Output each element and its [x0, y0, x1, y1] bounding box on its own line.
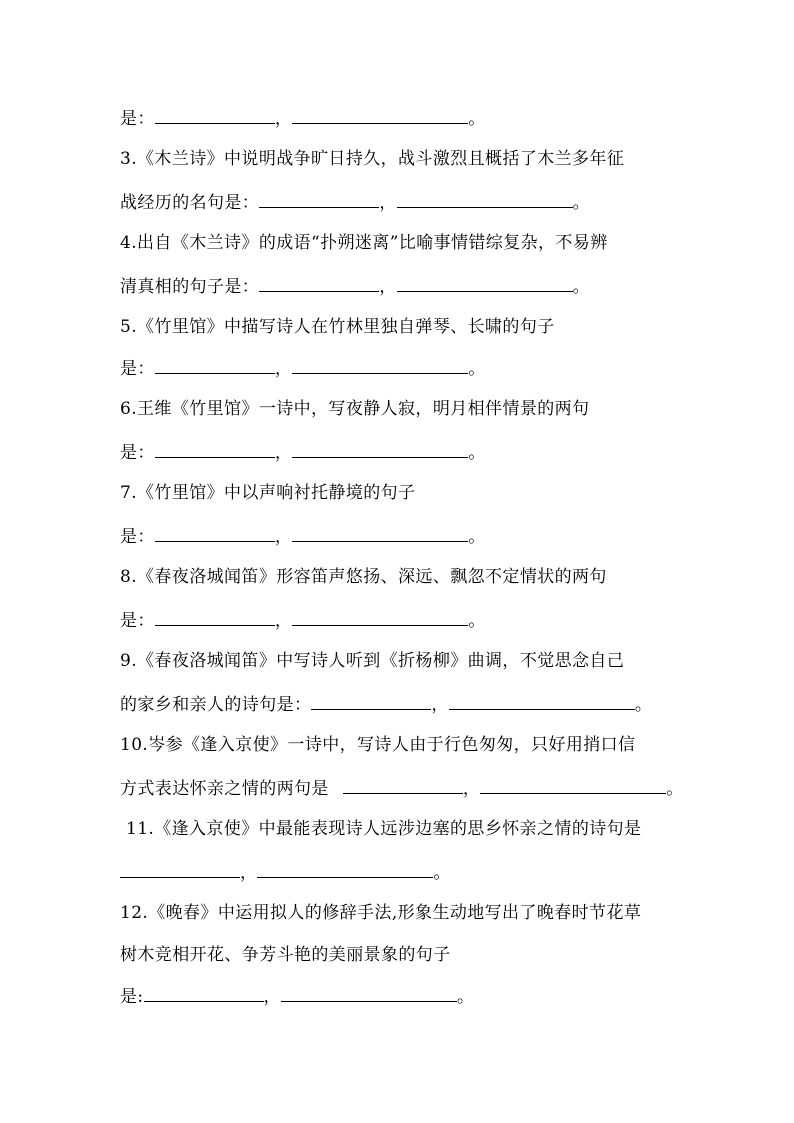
q9-sep: ， [431, 695, 449, 715]
q7-blank-1[interactable] [155, 524, 275, 542]
q11-answer-line [120, 860, 451, 884]
q3-sep: ， [379, 193, 397, 213]
q5-answer-line [120, 356, 486, 380]
q3-end: 。 [572, 193, 591, 213]
q4-blank-1[interactable] [259, 274, 379, 292]
q9-end: 。 [634, 695, 653, 715]
q10-sep: ， [462, 779, 481, 799]
q5-text: 5.《竹里馆》中描写诗人在竹林里独自弹琴、长啸的句子 [120, 317, 555, 337]
q9-text: 9.《春夜洛城闻笛》中写诗人听到《折杨柳》曲调，不觉思念自己 [120, 651, 625, 671]
q10-blank-1[interactable] [343, 776, 463, 794]
q5-prefix: 是： [120, 359, 155, 379]
q11-blank-2[interactable] [257, 860, 433, 878]
q11-text: 11.《逢入京使》中最能表现诗人远涉边塞的思乡怀亲之情的诗句是 [126, 819, 642, 839]
q6-blank-2[interactable] [292, 440, 468, 458]
q12-prefix: 是: [120, 987, 144, 1007]
q10-answer-line [120, 776, 684, 800]
q8-answer-line [120, 608, 486, 632]
q6-prefix: 是： [120, 443, 155, 463]
q6-sep: ， [274, 443, 293, 463]
q7-end: 。 [468, 527, 486, 547]
q5-end: 。 [468, 359, 486, 379]
q3-prefix: 战经历的名句是： [120, 193, 260, 213]
q10-end: 。 [666, 779, 684, 799]
q12-text-1: 12.《晚春》中运用拟人的修辞手法,形象生动地写出了晚春时节花草 [120, 903, 642, 923]
q10-text: 10.岑参《逢入京使》一诗中，写诗人由于行色匆匆，只好用捎口信 [120, 735, 636, 755]
q6-answer-line [120, 440, 486, 464]
q4-sep: ， [379, 277, 397, 297]
q2-blank-1[interactable] [155, 106, 275, 124]
q6-text: 6.王维《竹里馆》一诗中，写夜静人寂，明月相伴情景的两句 [120, 399, 590, 419]
q2-answer-line [120, 106, 486, 130]
q3-answer-line [120, 190, 590, 214]
q3-text: 3.《木兰诗》中说明战争旷日持久，战斗激烈且概括了木兰多年征 [120, 149, 625, 169]
q10-prefix: 方式表达怀亲之情的两句是 [120, 779, 329, 799]
q4-text: 4.出自《木兰诗》的成语“扑朔迷离”比喻事情错综复杂，不易辨 [120, 233, 608, 253]
q7-prefix: 是： [120, 527, 155, 547]
q11-sep: ， [240, 863, 258, 883]
q8-end: 。 [468, 611, 486, 631]
q8-blank-2[interactable] [292, 608, 468, 626]
q12-text-2: 树木竞相开花、争芳斗艳的美丽景象的句子 [120, 945, 451, 965]
q3-blank-1[interactable] [259, 190, 379, 208]
q7-blank-2[interactable] [292, 524, 468, 542]
q9-prefix: 的家乡和亲人的诗句是： [120, 695, 312, 715]
q4-end: 。 [572, 277, 591, 297]
q9-blank-2[interactable] [449, 692, 635, 710]
q4-blank-2[interactable] [397, 274, 573, 292]
q2-end: 。 [468, 109, 486, 129]
q11-blank-1[interactable] [120, 860, 240, 878]
q7-text: 7.《竹里馆》中以声响衬托静境的句子 [120, 483, 416, 503]
q5-blank-1[interactable] [155, 356, 275, 374]
q12-sep: ， [263, 987, 281, 1007]
q5-sep: ， [274, 359, 293, 379]
q9-answer-line [120, 692, 652, 716]
q2-blank-2[interactable] [292, 106, 468, 124]
q5-blank-2[interactable] [292, 356, 468, 374]
q11-end: 。 [433, 863, 451, 883]
q12-blank-2[interactable] [281, 984, 457, 1002]
q10-blank-2[interactable] [480, 776, 666, 794]
q2-prefix: 是： [120, 109, 155, 129]
q12-answer-line [120, 984, 474, 1008]
q8-blank-1[interactable] [155, 608, 275, 626]
q8-prefix: 是： [120, 611, 155, 631]
q7-sep: ， [274, 527, 293, 547]
q8-sep: ， [274, 611, 293, 631]
q7-answer-line [120, 524, 486, 548]
q6-end: 。 [468, 443, 486, 463]
q12-blank-1[interactable] [144, 984, 264, 1002]
q2-sep: ， [274, 109, 293, 129]
q3-blank-2[interactable] [397, 190, 573, 208]
q4-prefix: 清真相的句子是： [120, 277, 260, 297]
q6-blank-1[interactable] [155, 440, 275, 458]
q9-blank-1[interactable] [311, 692, 431, 710]
q8-text: 8.《春夜洛城闻笛》形容笛声悠扬、深远、飘忽不定情状的两句 [120, 567, 607, 587]
q4-answer-line [120, 274, 590, 298]
q12-end: 。 [456, 987, 475, 1007]
